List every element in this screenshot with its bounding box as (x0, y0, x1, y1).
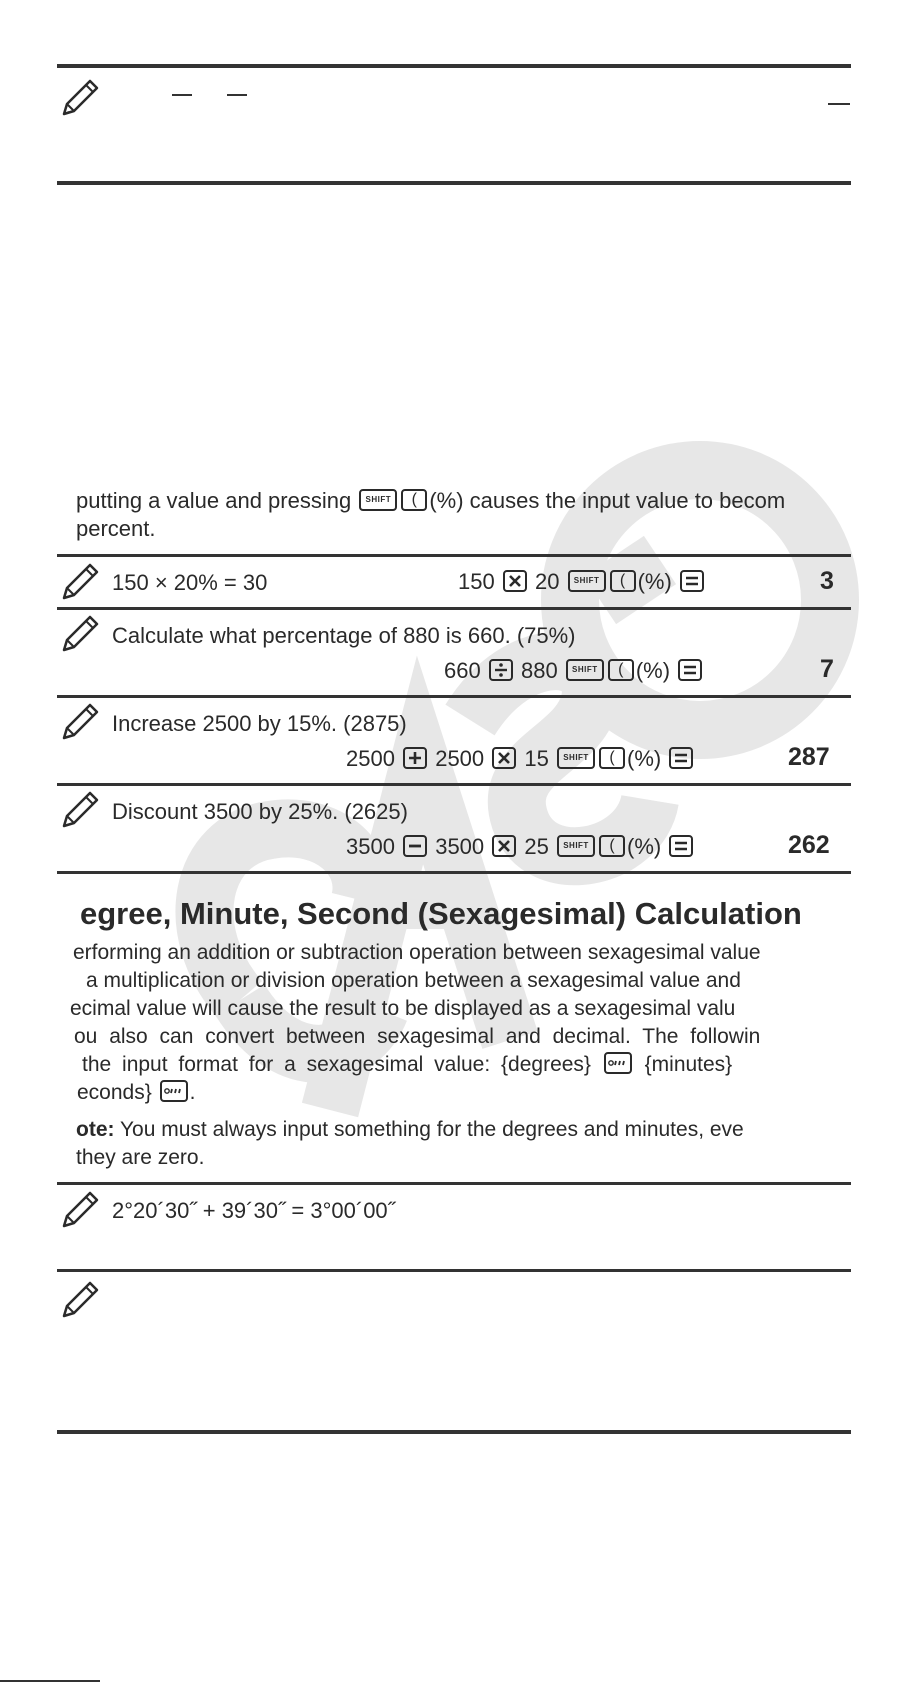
example-text: Calculate what percentage of 880 is 660. (75%) (112, 623, 576, 648)
percent-label: (%) (635, 658, 671, 683)
example-result: 7 (820, 655, 834, 683)
plus-key-icon (403, 747, 427, 769)
example-result: 3 (820, 567, 834, 595)
equals-key-icon (680, 570, 704, 592)
divide-key-icon (489, 659, 513, 681)
example-text: 150 × 20% = 30 (112, 570, 268, 595)
body-paragraph-line: ou also can convert between sexagesimal and decimal. The followin (74, 1025, 761, 1048)
pencil-icon (58, 1190, 100, 1232)
example-result: 262 (788, 831, 830, 859)
percent-label: (%) (637, 569, 672, 594)
shift-key-icon: SHIFT (557, 747, 595, 769)
rule (57, 1430, 851, 1434)
body-paragraph-line (77, 1079, 195, 1107)
intro-line-2: percent. (76, 516, 156, 541)
key-sequence (346, 833, 695, 861)
example-text: Discount 3500 by 25%. (2625) (112, 799, 408, 824)
key-number: 25 (524, 834, 549, 859)
shift-key-icon: SHIFT (359, 489, 397, 511)
intro-text: putting a value and pressing (76, 488, 352, 513)
key-number: 150 (458, 569, 495, 594)
minus-key-icon (403, 835, 427, 857)
paren-key-icon: ( (599, 835, 625, 857)
body-text: econds} (77, 1081, 152, 1104)
intro-text-after: (%) causes the input value to becom (429, 488, 786, 513)
equals-key-icon (669, 747, 693, 769)
equals-key-icon (669, 835, 693, 857)
key-number: 3500 (435, 834, 485, 859)
multiply-key-icon (503, 570, 527, 592)
pencil-icon (58, 614, 100, 656)
paren-key-icon: ( (608, 659, 634, 681)
degree-key-icon (160, 1080, 188, 1102)
key-sequence (346, 745, 695, 773)
example-text: 2°20´30˝ + 39´30˝ = 3°00´00˝ (112, 1198, 395, 1223)
top-rule (57, 64, 851, 68)
rule (57, 1269, 851, 1272)
paren-key-icon: ( (599, 747, 625, 769)
paren-key-icon: ( (401, 489, 427, 511)
overline-mark (172, 94, 192, 96)
rule (57, 1182, 851, 1185)
footer-line (0, 1680, 100, 1682)
note-label: ote: (76, 1118, 115, 1141)
overline-mark (828, 103, 850, 105)
intro-line-1 (76, 488, 785, 514)
example-result: 287 (788, 743, 830, 771)
rule (57, 181, 851, 185)
degree-key-icon (604, 1052, 632, 1074)
pencil-icon (58, 1280, 100, 1322)
percent-label: (%) (627, 834, 662, 859)
key-number: 20 (534, 569, 560, 594)
body-text: the input format for a sexagesimal value: {degrees} (82, 1053, 591, 1076)
pencil-icon (58, 790, 100, 832)
key-number: 15 (524, 746, 549, 771)
overline-mark (227, 94, 247, 96)
note-line (76, 1116, 744, 1144)
pencil-icon (58, 562, 100, 604)
rule (57, 607, 851, 610)
key-sequence (444, 657, 704, 685)
body-text: . (189, 1081, 196, 1104)
shift-key-icon: SHIFT (568, 570, 606, 592)
paren-key-icon: ( (610, 570, 636, 592)
example-text: Increase 2500 by 15%. (2875) (112, 711, 407, 736)
body-paragraph-line (82, 1051, 732, 1079)
key-number: 880 (520, 658, 558, 683)
note-text: You must always input something for the degrees and minutes, eve (119, 1118, 744, 1141)
key-number: 2500 (346, 746, 395, 771)
note-line: they are zero. (76, 1146, 205, 1169)
key-sequence (458, 568, 706, 596)
section-heading: egree, Minute, Second (Sexagesimal) Calculation (80, 896, 802, 931)
shift-key-icon: SHIFT (566, 659, 604, 681)
key-number: 660 (444, 658, 481, 683)
body-paragraph-line: ecimal value will cause the result to be displayed as a sexagesimal valu (70, 997, 736, 1020)
rule (57, 695, 851, 698)
body-paragraph-line: a multiplication or division operation between a sexagesimal value and (86, 969, 741, 992)
pencil-icon (58, 78, 100, 120)
rule (57, 554, 851, 557)
percent-label: (%) (627, 746, 662, 771)
rule (57, 871, 851, 874)
key-number: 3500 (346, 834, 395, 859)
rule (57, 783, 851, 786)
multiply-key-icon (492, 747, 516, 769)
body-paragraph-line: erforming an addition or subtraction operation between sexagesimal value (73, 941, 761, 964)
equals-key-icon (678, 659, 702, 681)
body-text: {minutes} (644, 1053, 733, 1076)
key-number: 2500 (435, 746, 485, 771)
shift-key-icon: SHIFT (557, 835, 595, 857)
multiply-key-icon (492, 835, 516, 857)
pencil-icon (58, 702, 100, 744)
